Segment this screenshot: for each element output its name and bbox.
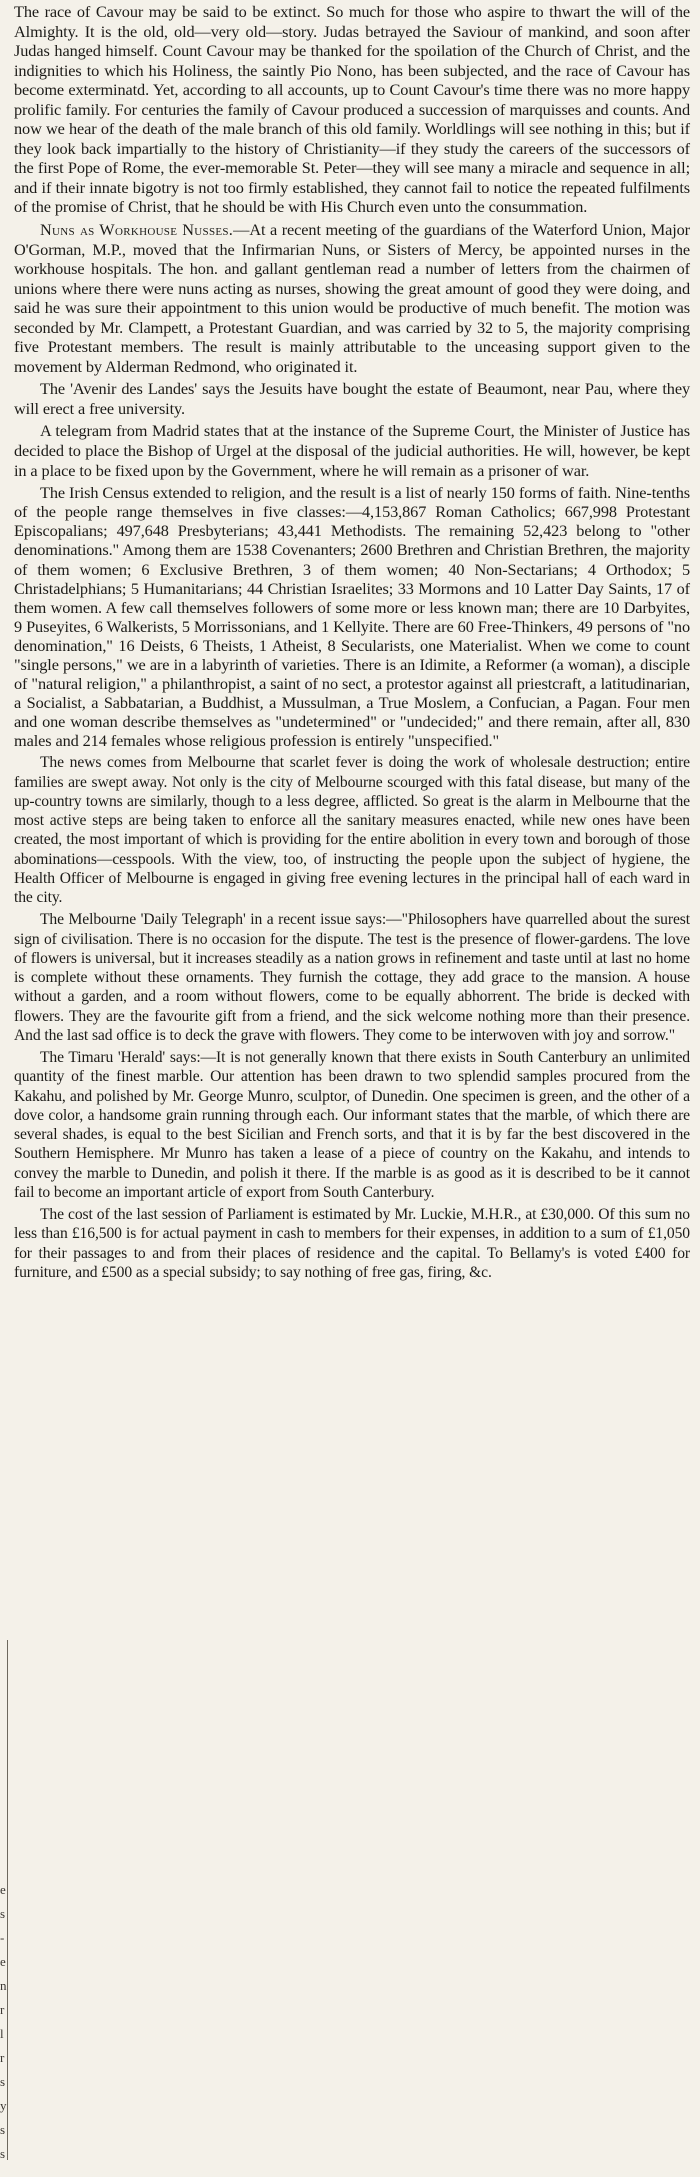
margin-fragment: - [0,1930,5,1945]
margin-fragment: l [0,2026,4,2041]
margin-fragment: s [0,2146,6,2161]
margin-fragment: r [0,2050,5,2065]
margin-fragment: e [0,1882,6,1897]
article-nuns [14,220,690,376]
column-rule [7,1640,8,2160]
article-nuns-heading: Nuns as Workhouse Nusses. [40,220,234,240]
census-block [14,483,690,750]
lower-articles [14,753,690,1282]
article-melbourne-fever: The news comes from Melbourne that scarlet fever is doing the work of wholesale destruction; entire families are swept away. Not only is the city of Melbourne scourged with this fatal disease, but many of the up-country towns are similarly, though to a less degree, afflicted. So great is the alarm in Melbourne that the most active steps are being taken to enforce all the sanitary measures enacted, while new ones have been created, the most important of which is providing for the entire abolition in every town and borough of those abominations—cesspools. With the view, too, of instructing the people upon the subject of hygiene, the Health Officer of Melbourne is engaged in giving free evening lectures in the principal hall of each ward in the city. [14,754,690,907]
article-nuns-body: —At a recent meeting of the guardians of the Waterford Union, Major O'Gorman, M.P., moved that the Infirmarian Nuns, or Sisters of Mercy, be appointed nurses in the workhouse hospitals. The hon. and gallant gentleman read a number of letters from the chairmen of unions where there were nuns acting as nurses, showing the great amount of good they were doing, and said he was sure their appointment to this union would be productive of much benefit. The motion was seconded by Mr. Clampett, a Protestant Guardian, and was carried by 32 to 5, the majority comprising five Protestant members. The result is mainly attributable to the unceasing support given to the movement by Alderman Redmond, who originated it. [14,220,690,376]
margin-fragment: s [0,2122,6,2137]
margin-fragment: y [0,2098,7,2113]
article-irish-census: The Irish Census extended to religion, and the result is a list of nearly 150 forms of faith. Nine-tenths of the people range themselves in five classes:—4,153,867 Roman Catholics; 667,998 Protestant Episcopalians; 497,648 Presbyterians; 43,441 Methodists. The remaining 52,423 belong to "other denominations." Among them are 1538 Covenanters; 2600 Brethren and Christian Brethren, the majority of them women; 6 Exclusive Brethren, 3 of them women; 40 Non-Sectarians; 4 Orthodox; 5 Christadelphians; 5 Humanitarians; 44 Christian Israelites; 33 Mormons and 10 Latter Day Saints, 17 of them women. A few call themselves followers of some more or less known man; there are 10 Darbyites, 9 Puseyites, 6 Walkerists, 5 Morrissonians, and 1 Kellyite. There are 60 Free-Thinkers, 49 persons of "no denomination," 16 Deists, 6 Theists, 1 Atheist, 8 Secularists, one Materialist. When we come to count "single persons," we are in a labyrinth of varieties. There is an Idimite, a Reformer (a woman), a disciple of "natural religion," a philanthropist, a saint of no sect, a protestor against all priestcraft, a latitudinarian, a Socialist, a Sabbatarian, a Buddhist, a Mussulman, a True Moslem, a Confucian, a Pagan. Four men and one woman describe themselves as "undetermined" or "undecided;" and there remain, after all, 830 males and 214 females whose religious profession is entirely "unspecified." [14,483,690,751]
margin-fragment: s [0,2074,6,2089]
margin-fragment: s [0,1906,6,1921]
margin-fragment: n [0,1978,7,1993]
article-parliament-cost: The cost of the last session of Parliament is estimated by Mr. Luckie, M.H.R., at £30,000. Of this sum no less than £16,500 is for actual payment in cash to members for their expenses, in addition to a sum of £1,050 for their passages to and from their places of residence and the capital. To Bellamy's is voted £400 for furniture, and £500 as a special subsidy; to say nothing of free gas, firing, &c. [14,1206,690,1281]
margin-fragment: e [0,1954,6,1969]
article-madrid: A telegram from Madrid states that at the instance of the Supreme Court, the Minister of Justice has decided to place the Bishop of Urgel at the disposal of the judicial authorities. He will, however, be kept in a place to be fixed upon by the Government, where he will remain as a prisoner of war. [14,421,690,480]
article-timaru-marble: The Timaru 'Herald' says:—It is not generally known that there exists in South Canterbury an unlimited quantity of the finest marble. Our attention has been drawn to two splendid samples procured from the Kakahu, and polished by Mr. George Munro, sculptor, of Dunedin. One specimen is green, and the other of a dove color, a handsome grain running through each. Our informant states that the marble, of which there are several shades, is equal to the best Sicilian and French sorts, and that it is by far the best discovered in the Southern Hemisphere. Mr Munro has taken a lease of a piece of country on the Kakahu, and intends to convey the marble to Dunedin, and polish it there. If the marble is as good as it is described to be it cannot fail to become an important article of export from South Canterbury. [14,1049,690,1201]
article-cavour: The race of Cavour may be said to be extinct. So much for those who aspire to thwart the will of the Almighty. It is the old, old—very old—story. Judas betrayed the Saviour of mankind, and soon after Judas hanged himself. Count Cavour may be thanked for the spoilation of the Church of Christ, and the indignities to which his Holiness, the saintly Pio Nono, has been subjected, and the race of Cavour has become exterminatd. Yet, according to all accounts, up to Count Cavour's time there was no more happy prolific family. For centuries the family of Cavour produced a succession of marquisses and counts. And now we hear of the death of the male branch of this old family. Worldlings will see nothing in this; but if they look back impartially to the history of Christianity—if they study the careers of the successors of the first Pope of Rome, the ever-memorable St. Peter—they will see many a miracle and sequence in all; and if their innate bigotry is not too firmly established, they cannot fail to notice the repeated fulfilments of the promise of Christ, that he should be with His Church even unto the consummation. [14,2,690,217]
article-jesuits: The 'Avenir des Landes' says the Jesuits have bought the estate of Beaumont, near Pau, where they will erect a free university. [14,379,690,418]
margin-fragment: r [0,2002,5,2017]
article-daily-telegraph: The Melbourne 'Daily Telegraph' in a recent issue says:—"Philosophers have quarrelled about the surest sign of civilisation. There is no occasion for the dispute. The test is the presence of flower-gardens. The love of flowers is universal, but it increases steadily as a nation grows in refinement and taste until at last no home is complete without these ornaments. They furnish the cottage, they add grace to the mansion. A house without a garden, and a room without flowers, come to be equally abhorrent. The bride is decked with flowers. They are the favourite gift from a friend, and the sick welcome nothing more than their presence. And the last sad office is to deck the grave with flowers. They come to be interwoven with joy and sorrow." [14,911,690,1044]
margin-fragments [0,1878,6,2166]
